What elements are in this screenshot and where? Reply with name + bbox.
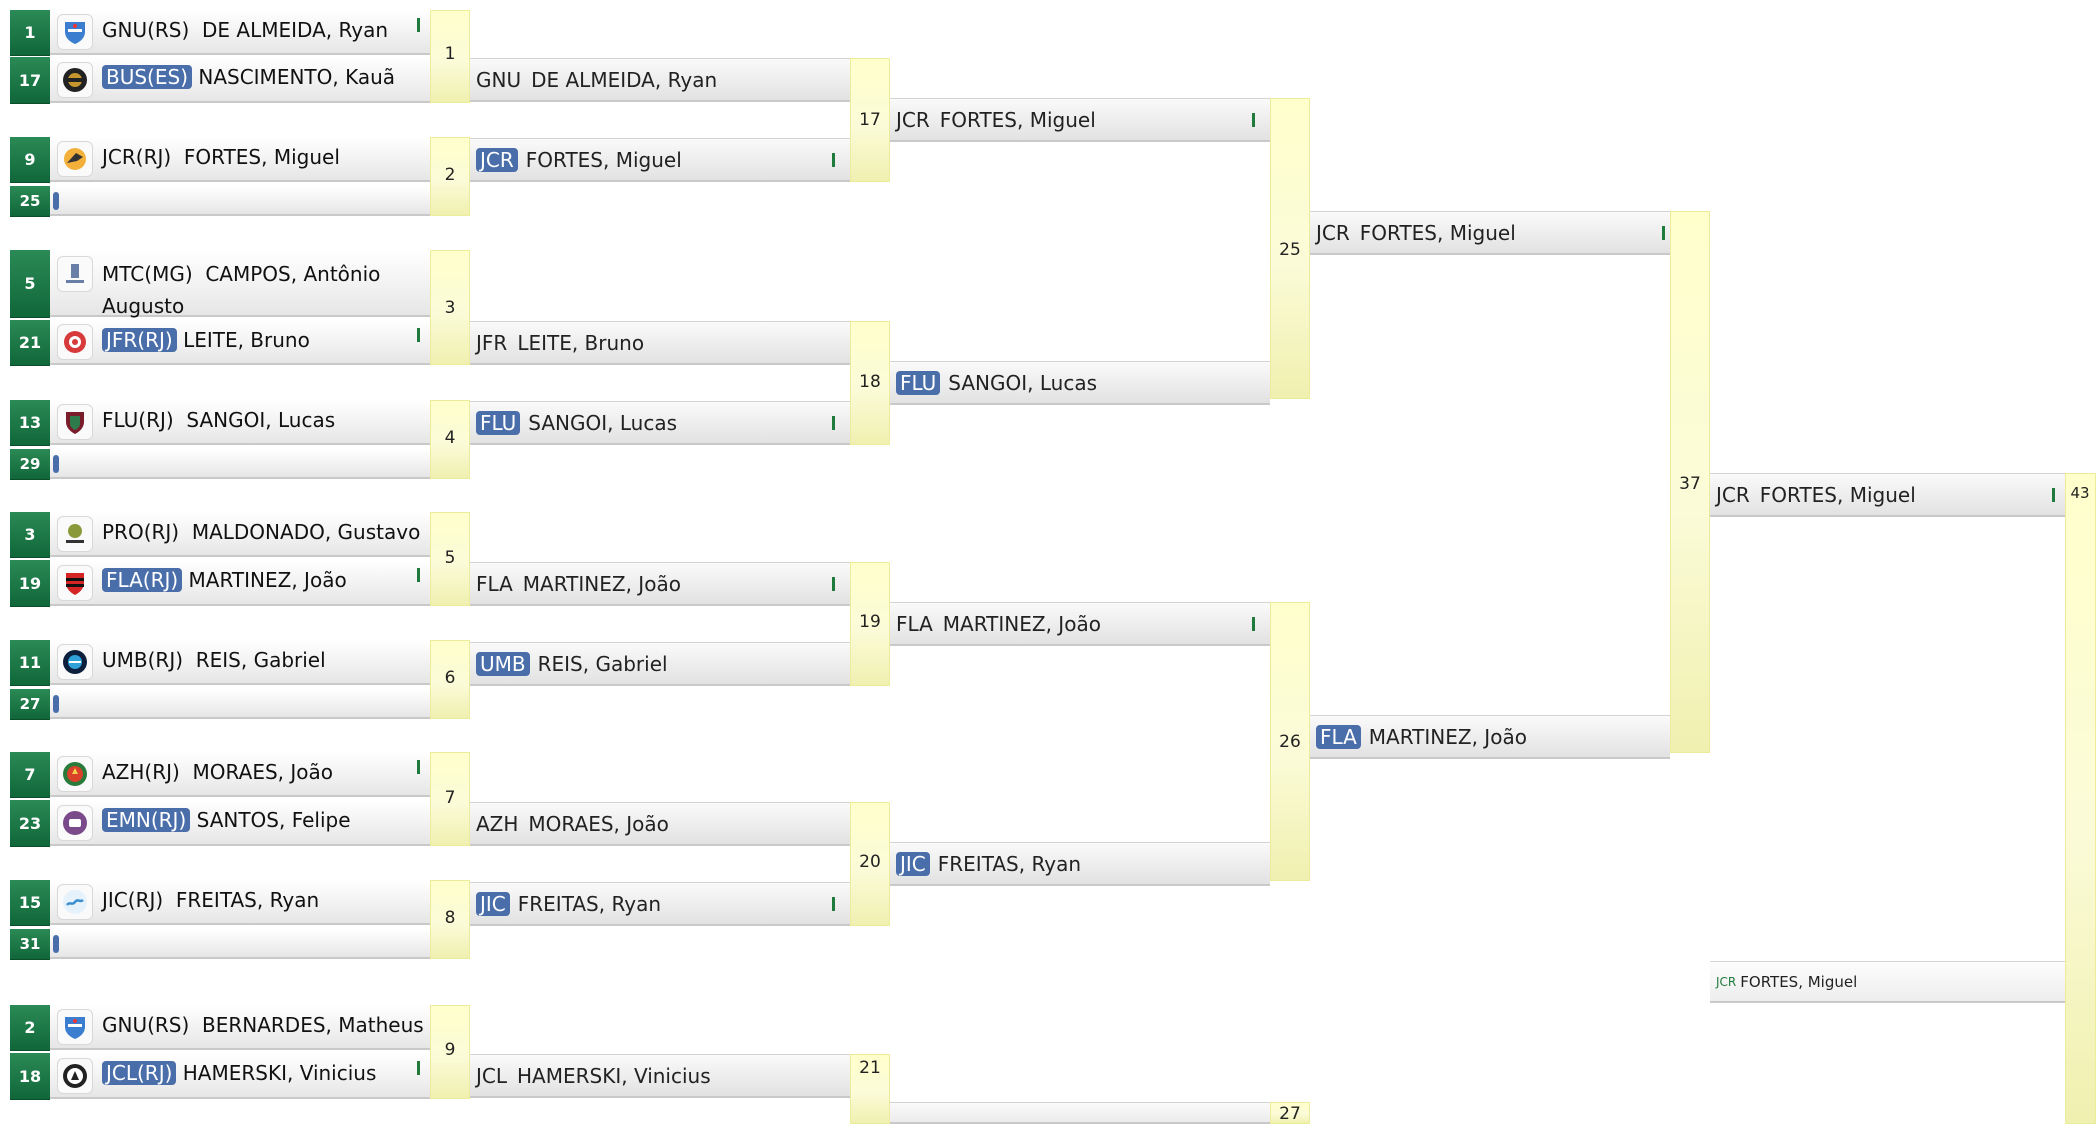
athlete-name: DE ALMEIDA, Ryan [202,18,389,42]
team-code: JCR [476,148,518,172]
entry-label [102,760,333,784]
athlete-name: MARTINEZ, João [188,568,347,592]
athlete-name: HAMERSKI, Vinicius [182,1061,377,1085]
bracket-slot[interactable] [890,602,1270,646]
athlete-name: SANGOI, Lucas [528,410,677,435]
athlete-name: FREITAS, Ryan [937,851,1082,876]
team-code: JCL [476,1063,508,1088]
seed-number: 1 [10,10,50,56]
empty-slot-marker [53,935,59,953]
seed-number: 31 [10,929,50,960]
bracket-entry[interactable] [50,137,430,182]
bracket-entry[interactable] [50,1005,430,1050]
bracket-entry[interactable] [50,1053,430,1099]
entry-label [102,18,388,42]
winner-mark [417,18,420,32]
seed-number: 25 [10,186,50,217]
match-number: 43 [2070,484,2090,502]
athlete-name: FORTES, Miguel [1359,220,1516,245]
team-code: GNU(RS) [102,1013,190,1037]
entry-label [102,648,326,672]
team-code: AZH [476,811,519,836]
team-code: JFR [476,330,508,355]
bracket-slot[interactable] [1310,715,1670,759]
bracket-entry-empty [50,929,430,959]
match-number: 17 [859,110,881,130]
athlete-name: SANTOS, Felipe [196,808,351,832]
bracket-slot[interactable] [470,58,850,102]
winner-mark [417,760,420,774]
winner-mark [832,416,835,430]
umb-logo-icon [57,644,93,680]
bracket-entry-empty [50,689,430,719]
team-code: FLA [1316,725,1361,749]
bracket-slot[interactable] [470,401,850,445]
bracket-entry[interactable] [50,800,430,846]
entry-label [102,258,402,322]
athlete-name: BERNARDES, Matheus [202,1013,424,1037]
match-number: 8 [444,908,456,928]
bracket-entry[interactable] [50,560,430,606]
match-number: 21 [859,1058,881,1078]
empty-slot-marker [53,695,59,713]
athlete-name: HAMERSKI, Vinicius [517,1063,711,1088]
team-code: FLU(RJ) [102,408,174,432]
athlete-name: REIS, Gabriel [195,648,326,672]
entry-label [102,65,395,89]
athlete-name: FORTES, Miguel [939,107,1096,132]
gnu-shield-icon [57,1009,93,1045]
seed-number: 18 [10,1053,50,1100]
bracket-entry[interactable] [50,880,430,925]
team-code: JIC [476,892,510,916]
athlete-name: MALDONADO, Gustavo [191,520,421,544]
bracket-slot[interactable] [890,842,1270,886]
team-code: JCR(RJ) [102,145,172,169]
team-code: JCL(RJ) [102,1061,176,1085]
winner-mark [1662,226,1665,240]
athlete-name: MARTINEZ, João [1368,724,1527,749]
team-code: JCR [1316,220,1350,245]
bracket-entry[interactable] [50,57,430,103]
team-code: FLA [896,611,933,636]
team-code: GNU [476,67,522,92]
bracket-slot[interactable] [470,802,850,846]
bracket-slot[interactable] [470,562,850,606]
athlete-name: FORTES, Miguel [1759,482,1916,507]
seed-number: 3 [10,512,50,558]
bracket-entry[interactable] [50,752,430,797]
bus-emblem-icon [57,62,93,98]
athlete-name: SANGOI, Lucas [948,370,1097,395]
winner-mark [2052,488,2055,502]
bracket-slot[interactable] [470,1054,850,1098]
bracket-slot[interactable] [1710,473,2065,517]
bracket-entry[interactable] [50,320,430,365]
seed-number: 2 [10,1005,50,1051]
seed-number: 7 [10,752,50,798]
seed-number: 23 [10,800,50,847]
team-code: MTC(MG) [102,262,193,286]
bracket-slot[interactable] [1310,211,1670,255]
pro-logo-icon [57,516,93,552]
bracket-slot[interactable] [470,321,850,365]
athlete-name: FORTES, Miguel [525,147,682,172]
entry-label [102,328,310,352]
jfr-crest-icon [57,324,93,360]
match-number: 25 [1279,240,1301,260]
champion-name: FORTES, Miguel [1740,972,1858,991]
bracket-slot[interactable] [890,361,1270,405]
match-number: 37 [1679,474,1701,494]
athlete-name: CAMPOS, Antônio Augusto [102,262,381,318]
seed-number: 17 [10,57,50,104]
jic-logo-icon [57,884,93,920]
mtc-logo-icon [57,256,93,292]
team-code: AZH(RJ) [102,760,180,784]
athlete-name: FORTES, Miguel [183,145,340,169]
team-code: UMB(RJ) [102,648,184,672]
bracket-entry[interactable] [50,640,430,685]
match-number: 9 [444,1040,456,1060]
bracket-entry[interactable] [50,250,430,317]
team-code: EMN(RJ) [102,808,190,832]
empty-slot-marker [53,192,59,210]
winner-mark [417,328,420,342]
winner-mark [417,1061,420,1075]
bracket-entry-empty [50,186,430,216]
match-number: 5 [444,548,456,568]
athlete-name: FREITAS, Ryan [517,891,662,916]
team-code: FLA(RJ) [102,568,182,592]
athlete-name: MARTINEZ, João [522,571,681,596]
bracket-entry[interactable] [50,10,430,55]
entry-label [102,408,335,432]
empty-slot-marker [53,455,59,473]
seed-number: 21 [10,320,50,366]
athlete-name: REIS, Gabriel [537,651,668,676]
match-number: 26 [1279,732,1301,752]
bracket-slot[interactable] [470,882,850,926]
bracket-entry[interactable] [50,400,430,445]
team-code: JCR [896,107,930,132]
seed-number: 27 [10,689,50,720]
team-code: GNU(RS) [102,18,190,42]
match-number: 19 [859,612,881,632]
entry-label [102,1061,376,1085]
athlete-name: DE ALMEIDA, Ryan [531,67,718,92]
bracket-slot-empty [890,1102,1270,1124]
bracket-slot[interactable] [470,642,850,686]
seed-number: 15 [10,880,50,926]
entry-label [102,808,351,832]
bracket-slot[interactable] [890,98,1270,142]
entry-label [102,568,347,592]
jcr-fighter-icon [57,141,93,177]
entry-label [102,1013,424,1037]
team-code: FLU [896,371,940,395]
winner-mark [832,897,835,911]
match-number: 3 [444,298,456,318]
athlete-name: FREITAS, Ryan [175,888,320,912]
match-number: 6 [444,668,456,688]
team-code: BUS(ES) [102,65,192,89]
bracket-slot[interactable] [470,138,850,182]
seed-number: 19 [10,560,50,607]
team-code: FLU [476,411,520,435]
match-box [2065,473,2096,1124]
athlete-name: MARTINEZ, João [942,611,1101,636]
athlete-name: MORAES, João [192,760,333,784]
match-number: 27 [1279,1104,1301,1124]
team-code: JCR [1716,482,1750,507]
winner-mark [832,577,835,591]
team-code: JIC [896,852,930,876]
azh-badge-icon [57,756,93,792]
bracket-entry-empty [50,449,430,479]
seed-number: 9 [10,137,50,183]
winner-mark [1252,617,1255,631]
athlete-name: LEITE, Bruno [517,330,645,355]
team-code: PRO(RJ) [102,520,180,544]
jcl-emblem-icon [57,1058,93,1094]
team-code: JIC(RJ) [102,888,164,912]
flu-crest-icon [57,404,93,440]
athlete-name: LEITE, Bruno [183,328,310,352]
team-code: FLA [476,571,513,596]
bracket-entry[interactable] [50,512,430,557]
entry-label [102,888,319,912]
match-number: 7 [444,788,456,808]
seed-number: 11 [10,640,50,686]
seed-number: 5 [10,250,50,318]
match-number: 4 [444,428,456,448]
fla-crest-icon [57,565,93,601]
athlete-name: MORAES, João [528,811,669,836]
team-code: JFR(RJ) [102,328,177,352]
match-number: 18 [859,372,881,392]
athlete-name: SANGOI, Lucas [186,408,336,432]
team-code: UMB [476,652,530,676]
champion-team-code: JCR [1716,974,1737,989]
seed-number: 13 [10,400,50,446]
winner-mark [1252,113,1255,127]
emn-badge-icon [57,805,93,841]
match-number: 1 [444,44,456,64]
match-number: 2 [444,165,456,185]
champion-label [1710,961,2065,1003]
athlete-name: NASCIMENTO, Kauã [198,65,396,89]
seed-number: 29 [10,449,50,480]
gnu-shield-icon [57,14,93,50]
entry-label [102,520,420,544]
match-number: 20 [859,852,881,872]
winner-mark [832,153,835,167]
winner-mark [417,568,420,582]
entry-label [102,145,340,169]
